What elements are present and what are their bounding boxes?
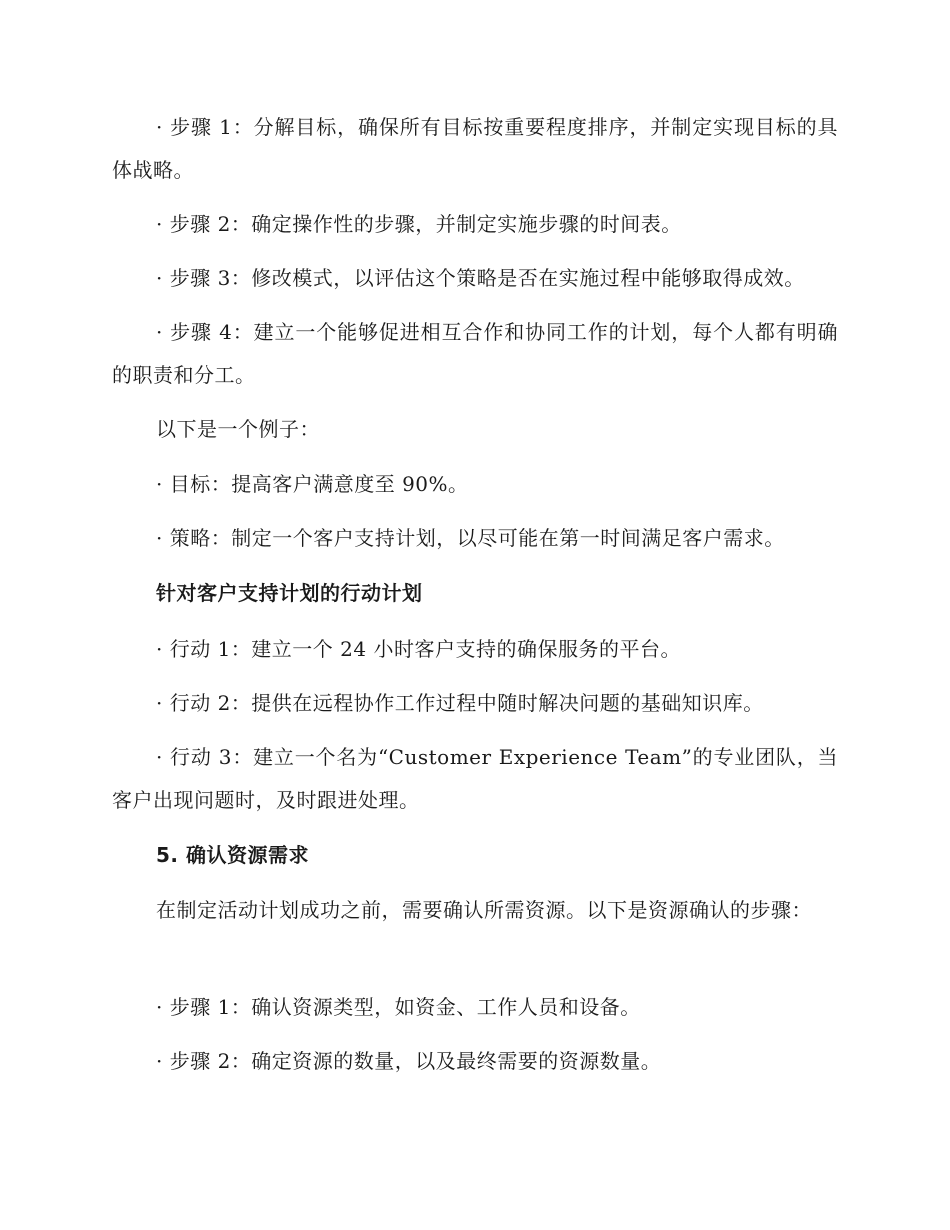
section-5-heading: 5. 确认资源需求 xyxy=(156,843,309,867)
strategy-paragraph: · 策略：制定一个客户支持计划，以尽可能在第一时间满足客户需求。 xyxy=(156,526,785,550)
example-intro-paragraph: 以下是一个例子： xyxy=(156,417,320,441)
step-2-paragraph: · 步骤 2：确定操作性的步骤，并制定实施步骤的时间表。 xyxy=(156,212,682,236)
action-plan-heading: 针对客户支持计划的行动计划 xyxy=(156,581,423,605)
action-1-paragraph: · 行动 1：建立一个 24 小时客户支持的确保服务的平台。 xyxy=(156,637,681,661)
action-3-paragraph: · 行动 3：建立一个名为“Customer Experience Team”的专业团队，当客户出现问题时，及时跟进处理。 xyxy=(112,745,838,812)
resource-step-2-paragraph: · 步骤 2：确定资源的数量，以及最终需要的资源数量。 xyxy=(156,1049,662,1073)
resources-intro-paragraph: 在制定活动计划成功之前，需要确认所需资源。以下是资源确认的步骤： xyxy=(156,898,812,922)
goal-paragraph: · 目标：提高客户满意度至 90%。 xyxy=(156,472,469,496)
step-1-paragraph: · 步骤 1：分解目标，确保所有目标按重要程度排序，并制定实现目标的具体战略。 xyxy=(112,115,838,182)
step-4-paragraph: · 步骤 4：建立一个能够促进相互合作和协同工作的计划，每个人都有明确的职责和分工。 xyxy=(112,320,838,387)
resource-step-1-paragraph: · 步骤 1：确认资源类型，如资金、工作人员和设备。 xyxy=(156,995,641,1019)
action-2-paragraph: · 行动 2：提供在远程协作工作过程中随时解决问题的基础知识库。 xyxy=(156,691,764,715)
step-3-paragraph: · 步骤 3：修改模式，以评估这个策略是否在实施过程中能够取得成效。 xyxy=(156,266,805,290)
